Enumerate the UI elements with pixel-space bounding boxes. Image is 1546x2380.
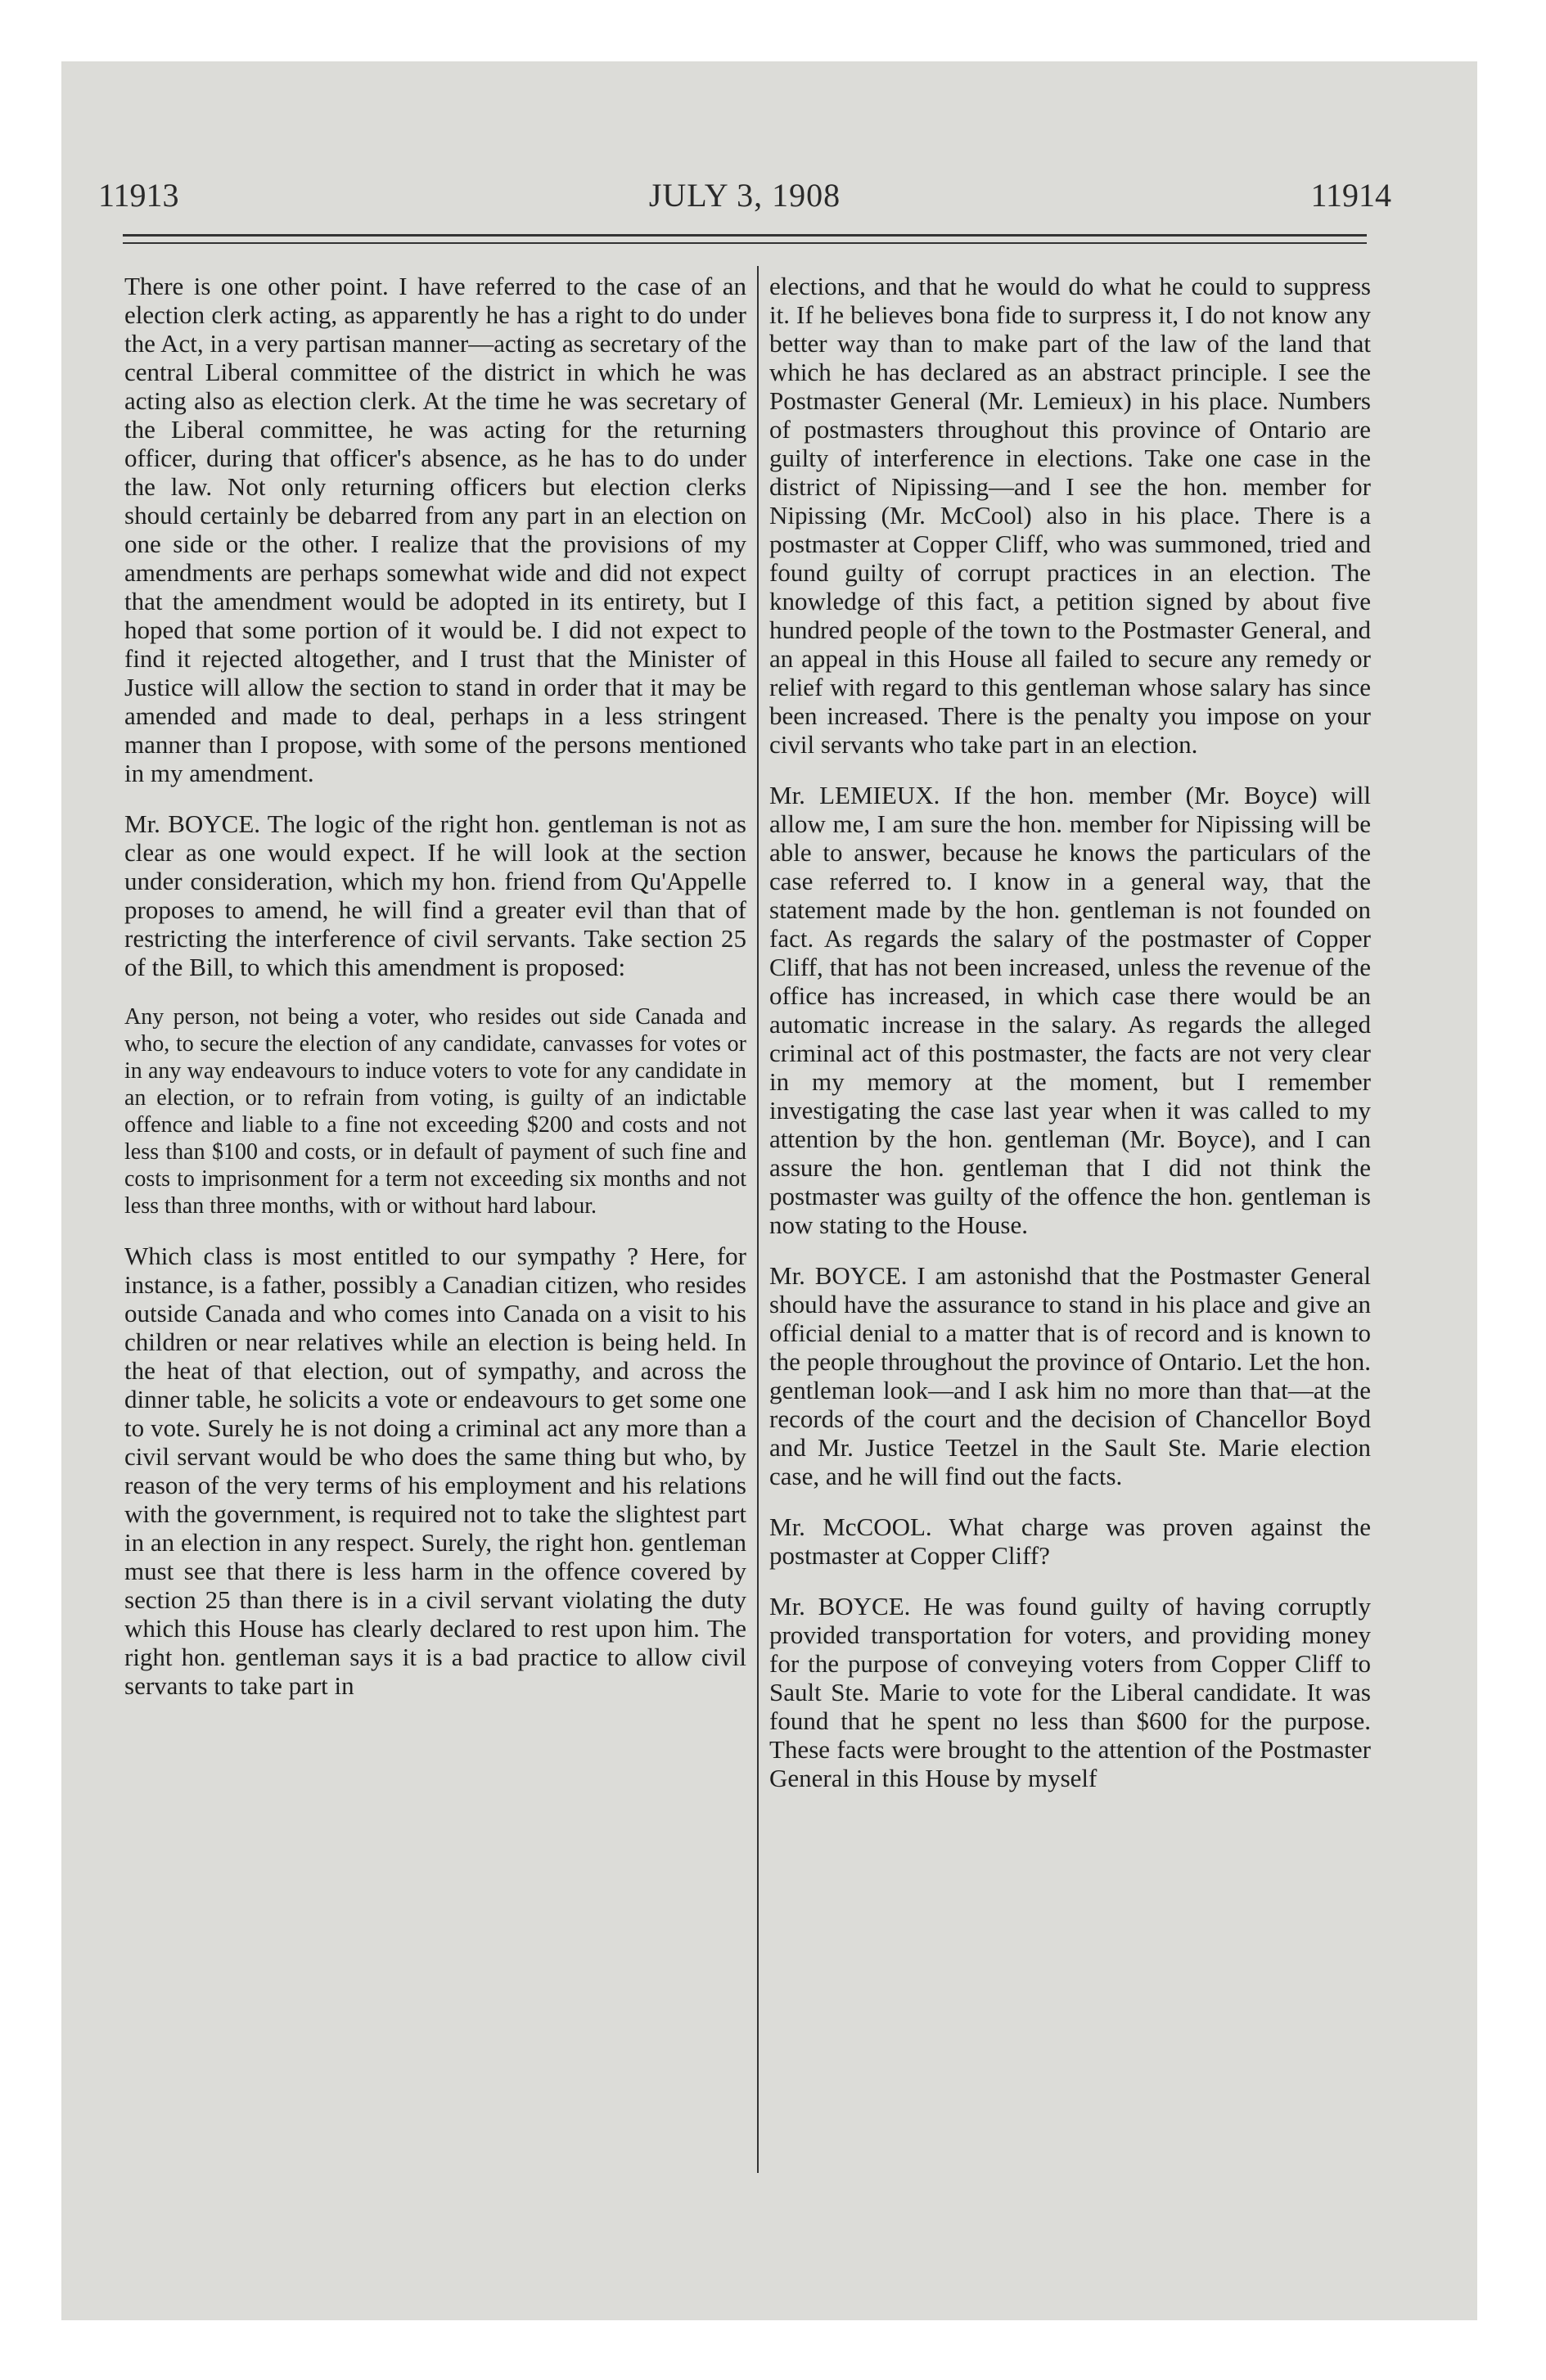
left-column: [124, 272, 746, 1722]
paragraph: Which class is most entitled to our sympathy ? Here, for instance, is a father, possibly a Canadian citizen, who resides outside Canada and who comes into Canada on a visit to his children or near relatives while an election is being held. In the heat of that election, out of sympathy, and across the dinner table, he solicits a vote or endeavours to get some one to vote. Surely he is not doing a criminal act any more than a civil servant would be who does the same thing but who, by reason of the very terms of his employment and his relations with the government, is required not to take the slightest part in an election in any respect. Surely, the right hon. gentleman must see that there is less harm in the offence covered by section 25 than there is in a civil servant violating the duty which this House has clearly declared to rest upon him. The right hon. gentleman says it is a bad practice to allow civil servants to take part in: [124, 1242, 746, 1700]
header-rule-middle: [123, 242, 1367, 244]
paragraph: Mr. McCOOL. What charge was proven against the postmaster at Copper Cliff?: [769, 1512, 1371, 1570]
paragraph: elections, and that he would do what he could to suppress it. If he believes bona fide to surpress it, I do not know any better way than to make part of the law of the land that which he has declared as an abstract principle. I see the Postmaster General (Mr. Lemieux) in his place. Numbers of postmasters throughout this province of Ontario are guilty of interference in elections. Take one case in the district of Nipissing—and I see the hon. member for Nipissing (Mr. McCool) also in his place. There is a postmaster at Copper Cliff, who was summoned, tried and found guilty of corrupt practices in an election. The knowledge of this fact, a petition signed by about five hundred people of the town to the Postmaster General, and an appeal in this House all failed to secure any remedy or relief with regard to this gentleman whose salary has since been increased. There is the penalty you impose on your civil servants who take part in an election.: [769, 272, 1371, 759]
page-header: [98, 176, 1391, 225]
paragraph: Mr. BOYCE. The logic of the right hon. gentleman is not as clear as one would expect. If he will look at the section under consideration, which my hon. friend from Qu'Appelle proposes to amend, he will find a greater evil than that of restricting the interference of civil servants. Take section 25 of the Bill, to which this amendment is proposed:: [124, 809, 746, 981]
right-column: [769, 272, 1371, 1814]
paragraph: There is one other point. I have referred to the case of an election clerk acting, as apparently he has a right to do under the Act, in a very partisan manner—acting as secretary of the central Liberal committee of the district in which he was acting also as election clerk. At the time he was secretary of the Liberal committee, he was acting for the returning officer, during that officer's absence, as he has to do under the law. Not only returning officers but election clerks should certainly be debarred from any part in an election on one side or the other. I realize that the provisions of my amendments are perhaps somewhat wide and did not expect that the amendment would be adopted in its entirety, but I hoped that some portion of it would be. I did not expect to find it rejected altogether, and I trust that the Minister of Justice will allow the section to stand in order that it may be amended and made to deal, perhaps in a less stringent manner than I propose, with some of the persons mentioned in my amendment.: [124, 272, 746, 787]
column-divider: [757, 266, 759, 2173]
paragraph: Mr. LEMIEUX. If the hon. member (Mr. Boyce) will allow me, I am sure the hon. member for Nipissing will be able to answer, because he knows the particulars of the case referred to. I know in a general way, that the statement made by the hon. gentleman is not founded on fact. As regards the salary of the postmaster of Copper Cliff, that has not been increased, unless the revenue of the office has increased, in which case there would be an automatic increase in the salary. As regards the alleged criminal act of this postmaster, the facts are not very clear in my memory at the moment, but I remember investigating the case last year when it was called to my attention by the hon. gentleman (Mr. Boyce), and I can assure the hon. gentleman that I did not think the postmaster was guilty of the offence the hon. gentleman is now stating to the House.: [769, 781, 1371, 1239]
right-page-number: 11914: [1310, 177, 1391, 214]
header-rule-top: [123, 234, 1367, 237]
paragraph: Mr. BOYCE. I am astonishd that the Postmaster General should have the assurance to stand in his place and give an official denial to a matter that is of record and is known to the people throughout the province of Ontario. Let the hon. gentleman look—and I ask him no more than that—at the records of the court and the decision of Chancellor Boyd and Mr. Justice Teetzel in the Sault Ste. Marie election case, and he will find out the facts.: [769, 1261, 1371, 1490]
paragraph: Mr. BOYCE. He was found guilty of having corruptly provided transportation for voters, and providing money for the purpose of conveying voters from Copper Cliff to Sault Ste. Marie to vote for the Liberal candidate. It was found that he spent no less than $600 for the purpose. These facts were brought to the attention of the Postmaster General in this House by myself: [769, 1592, 1371, 1792]
quoted-section: Any person, not being a voter, who resides out side Canada and who, to secure the election of any candidate, canvasses for votes or in any way endeavours to induce voters to vote for any candidate in an election, or to refrain from voting, is guilty of an indictable offence and liable to a fine not exceeding $200 and costs and not less than $100 and costs, or in default of payment of such fine and costs to imprisonment for a term not exceeding six months and not less than three months, with or without hard labour.: [124, 1004, 746, 1219]
page-date: JULY 3, 1908: [648, 177, 841, 214]
left-page-number: 11913: [98, 177, 179, 214]
